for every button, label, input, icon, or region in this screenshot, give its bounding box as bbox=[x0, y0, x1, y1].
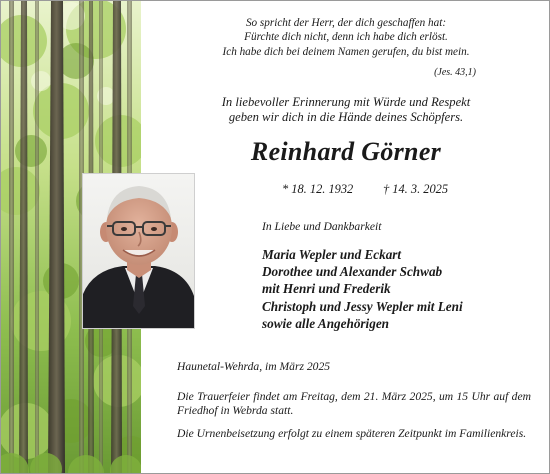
deceased-name: Reinhard Görner bbox=[250, 137, 442, 166]
mourner-line: Christoph und Jessy Wepler mit Leni bbox=[262, 298, 463, 314]
memorial-text bbox=[161, 95, 531, 125]
mourner-line: sowie alle Angehörigen bbox=[262, 315, 390, 331]
memorial-line: geben wir dich in die Hände deines Schöpfers. bbox=[228, 110, 464, 125]
death-date: † 14. 3. 2025 bbox=[383, 182, 449, 196]
verse-reference: (Jes. 43,1) bbox=[434, 67, 476, 78]
place-date: Haunetal-Wehrda, im März 2025 bbox=[177, 360, 331, 373]
portrait-photo bbox=[83, 174, 194, 328]
mourners-list bbox=[262, 246, 463, 332]
mourner-line: Dorothee und Alexander Schwab bbox=[262, 264, 443, 280]
verse-line: Fürchte dich nicht, denn ich habe dich erlöst. bbox=[244, 31, 448, 44]
portrait-illustration bbox=[83, 174, 194, 328]
funeral-info: Die Trauerfeier findet am Freitag, dem 21. März 2025, um 15 Uhr auf dem Friedhof in Webrda statt. bbox=[177, 390, 531, 418]
verse-line: So spricht der Herr, der dich geschaffen hat: bbox=[245, 17, 447, 29]
mourners-intro: In Liebe und Dankbarkeit bbox=[262, 220, 382, 233]
verse-line: Ich habe dich bei deinem Namen gerufen, du bist mein. bbox=[222, 45, 470, 58]
birth-date: * 18. 12. 1932 bbox=[282, 182, 354, 196]
mourner-line: mit Henri und Frederik bbox=[262, 281, 391, 297]
bible-verse bbox=[161, 16, 531, 59]
urn-info: Die Urnenbeisetzung erfolgt zu einem späteren Zeitpunkt im Familienkreis. bbox=[177, 427, 527, 440]
mourner-line: Maria Wepler und Eckart bbox=[262, 247, 402, 262]
memorial-line: In liebevoller Erinnerung mit Würde und Respekt bbox=[221, 95, 471, 109]
